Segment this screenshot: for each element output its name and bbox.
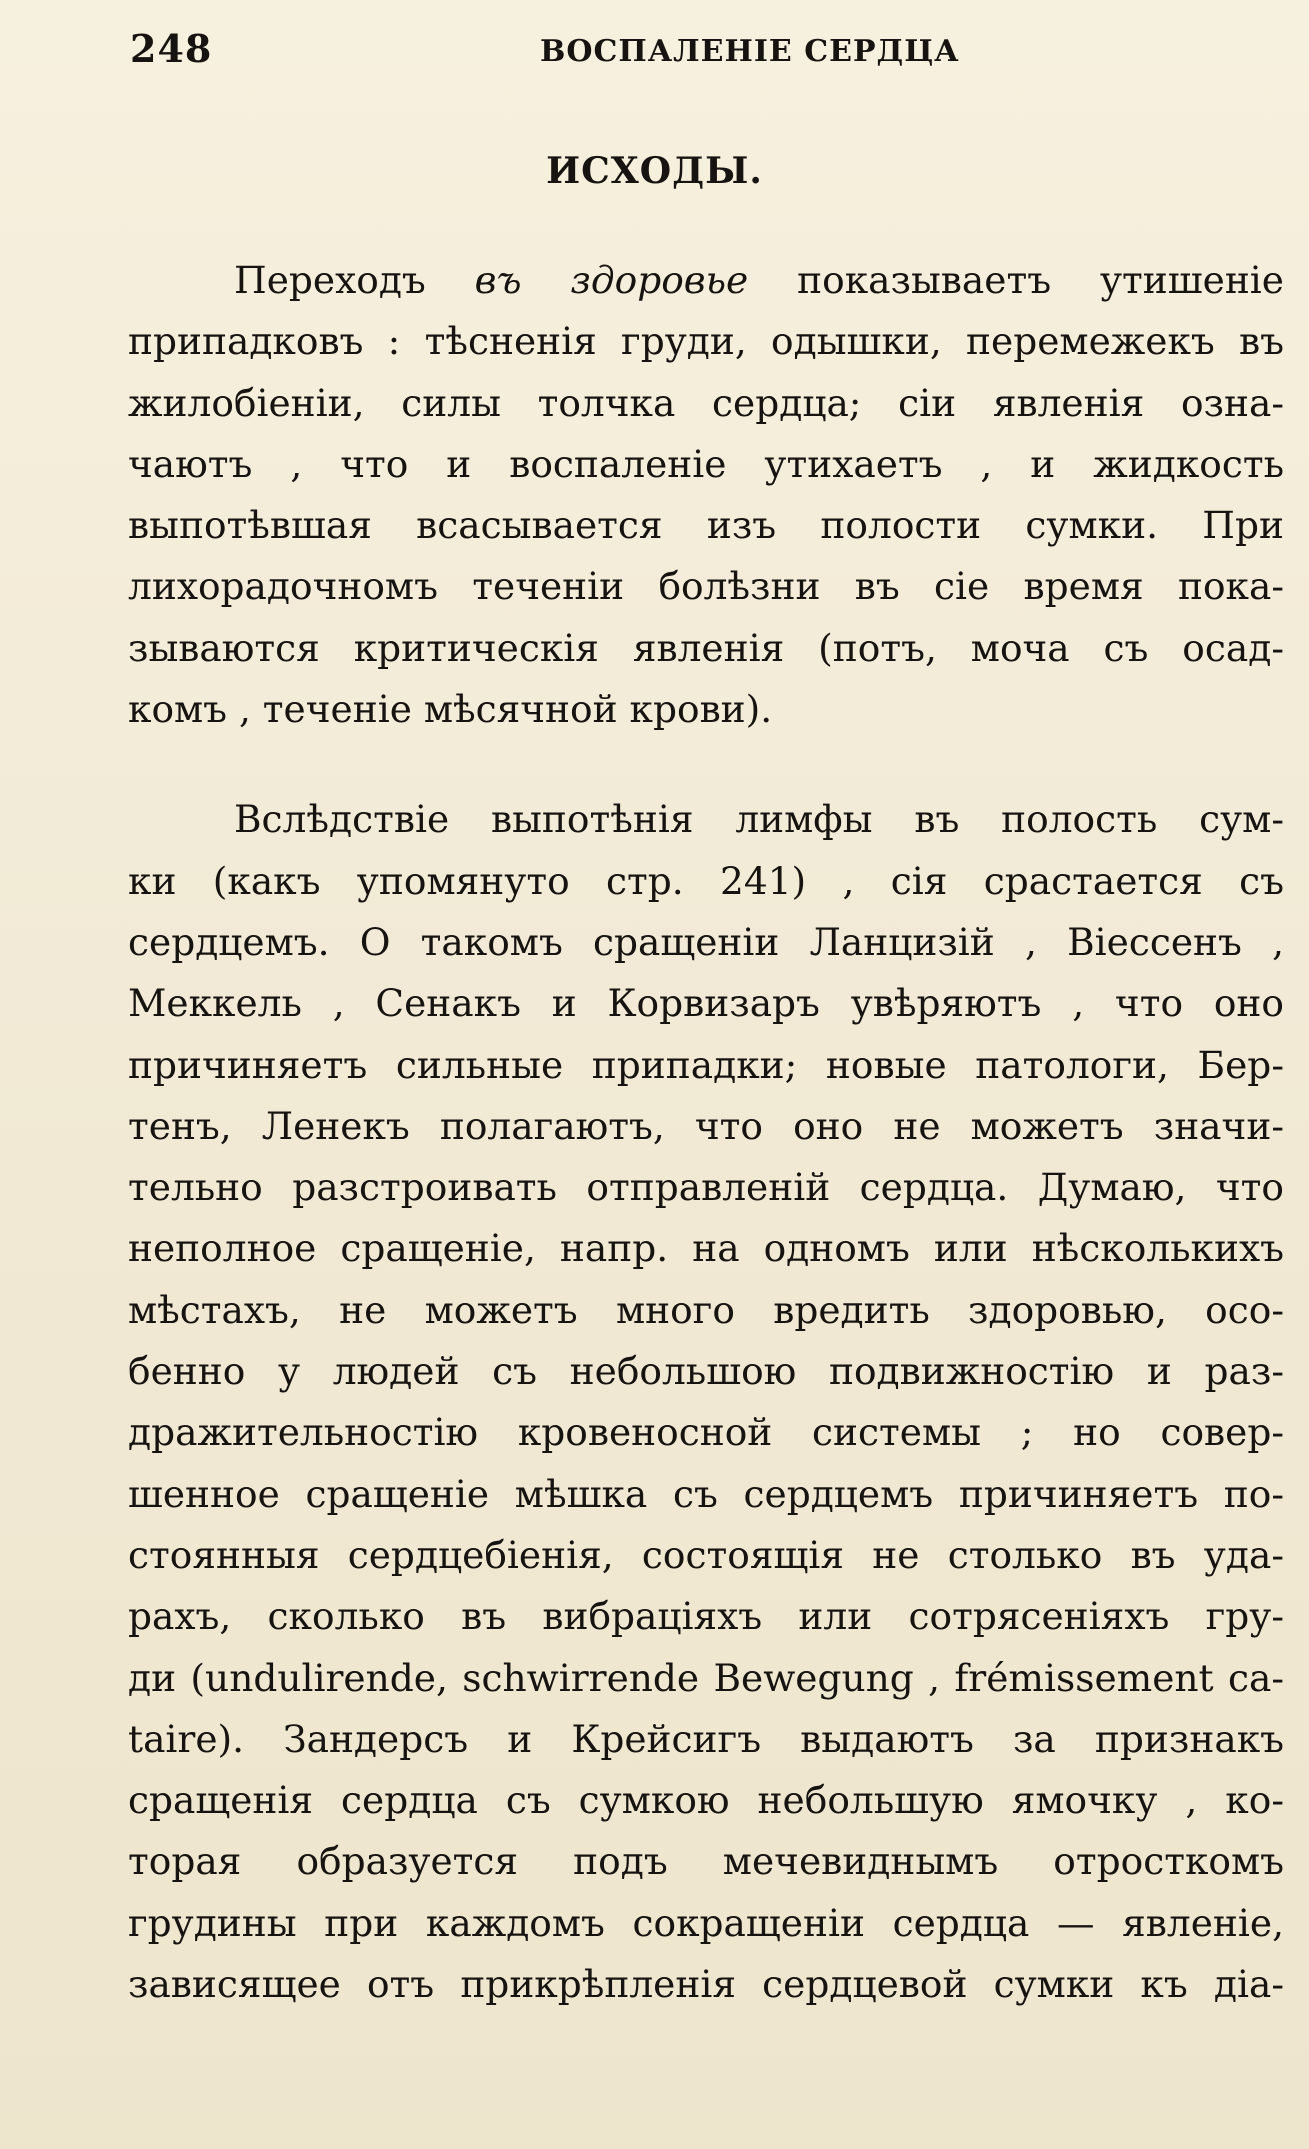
text-line: ди (undulirende, schwirrende Bewegung , frémissement ca- [128, 1655, 1284, 1700]
text-line: торая образуется подъ мечевиднымъ отросткомъ [128, 1839, 1284, 1884]
text-line: taire). Зандерсъ и Крейсигъ выдаютъ за признакъ [128, 1716, 1284, 1761]
page-header [130, 26, 1249, 76]
running-head: ВОСПАЛЕНIЕ СЕРДЦА [540, 34, 960, 69]
text-line: рахъ, сколько въ вибрацiяхъ или сотрясенiяхъ гру- [128, 1594, 1284, 1639]
text-line: шенное сращенiе мѣшка съ сердцемъ причиняетъ по- [128, 1471, 1284, 1516]
text-line: зываются критическiя явленiя (потъ, моча съ осад- [128, 625, 1284, 670]
text-line: мѣстахъ, не можетъ много вредить здоровью, осо- [128, 1287, 1284, 1332]
text-line: комъ , теченiе мѣсячной крови). [128, 687, 773, 732]
text-line: неполное сращенiе, напр. на одномъ или нѣсколькихъ [128, 1226, 1284, 1271]
text-line: грудины при каждомъ сокращенiи сердца — явленiе, [128, 1900, 1284, 1945]
text-line: ки (какъ упомянуто стр. 241) , сiя срастается съ [128, 858, 1284, 903]
text-line: зависящее отъ прикрѣпленiя сердцевой сумки къ дiа- [128, 1962, 1284, 2007]
section-title: ИСХОДЫ. [546, 150, 763, 192]
text-line: жилобiенiи, силы толчка сердца; сiи явленiя озна- [128, 380, 1284, 425]
text-line: выпотѣвшая всасывается изъ полости сумки. При [128, 503, 1284, 548]
page-number: 248 [130, 26, 213, 71]
text-line: тенъ, Ленекъ полагаютъ, что оно не можетъ значи- [128, 1103, 1284, 1148]
text-line: чаютъ , что и воспаленiе утихаетъ , и жидкость [128, 441, 1284, 486]
text-line: припадковъ : тѣсненiя груди, одышки, перемежекъ въ [128, 319, 1284, 364]
text-line: стоянныя сердцебiенiя, состоящiя не столько въ уда- [128, 1532, 1284, 1577]
text-line: сращенiя сердца съ сумкою небольшую ямочку , ко- [128, 1778, 1284, 1823]
text-line: Меккель , Сенакъ и Корвизаръ увѣряютъ , что оно [128, 981, 1284, 1026]
italic-phrase: въ здоровье [474, 258, 749, 302]
text-line: Переходъ въ здоровье показываетъ утишенiе [234, 258, 1284, 302]
text-line: лихорадочномъ теченiи болѣзни въ сiе время пока- [128, 564, 1284, 609]
text-line: Вслѣдствiе выпотѣнiя лимфы въ полость сум- [234, 797, 1284, 842]
text-line: дражительностiю кровеносной системы ; но совер- [128, 1410, 1284, 1455]
body-text [128, 250, 1284, 2015]
text-line: причиняетъ сильные припадки; новые патологи, Бер- [128, 1042, 1284, 1087]
text-line: бенно у людей съ небольшою подвижностiю и раз- [128, 1349, 1284, 1394]
text-line: тельно разстроивать отправленiй сердца. Думаю, что [128, 1165, 1284, 1210]
text-line: сердцемъ. О такомъ сращенiи Ланцизiй , Вiессенъ , [128, 919, 1284, 964]
